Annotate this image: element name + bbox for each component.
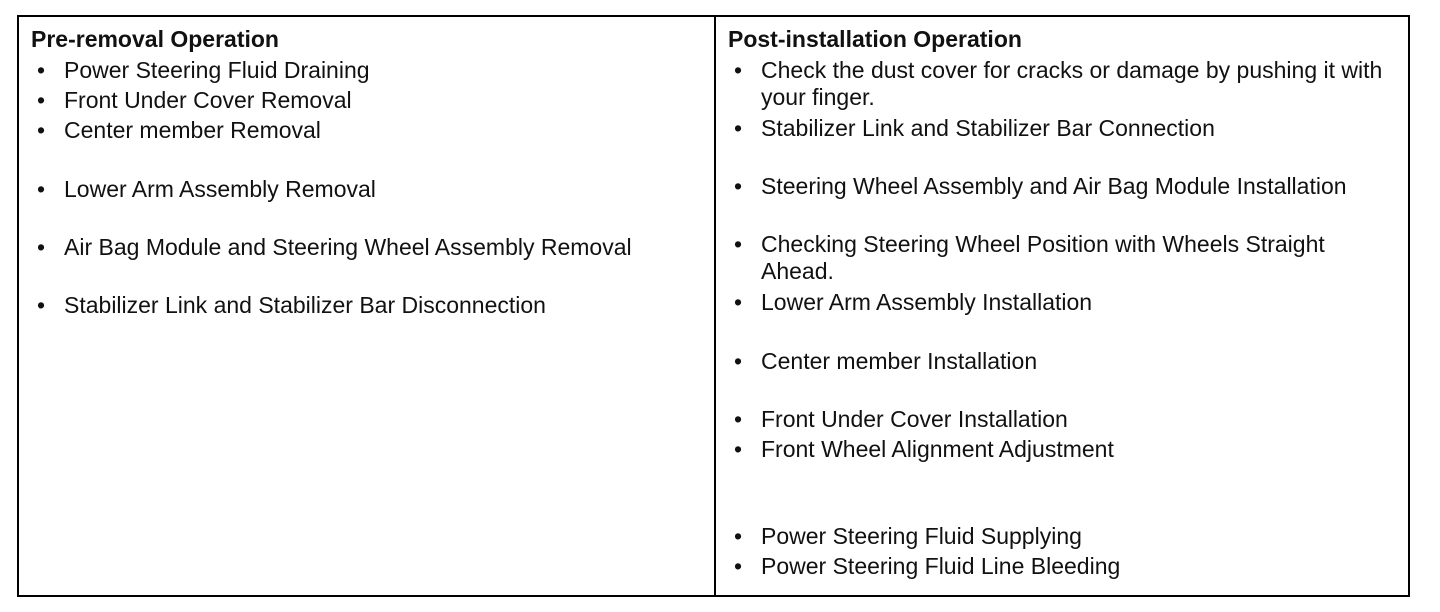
pre-removal-heading: Pre-removal Operation	[31, 26, 279, 52]
pre-removal-item	[31, 292, 546, 319]
pre-removal-item-text: Air Bag Module and Steering Wheel Assembly Removal	[64, 234, 632, 260]
post-installation-item	[728, 289, 1092, 316]
bullet-icon: •	[36, 292, 46, 318]
post-installation-item	[728, 231, 1401, 285]
bullet-icon: •	[36, 176, 46, 202]
post-installation-item	[728, 57, 1401, 111]
post-installation-item-text: Checking Steering Wheel Position with Wheels Straight Ahead.	[761, 231, 1325, 284]
operations-table	[17, 15, 1410, 597]
bullet-icon: •	[733, 553, 743, 579]
post-installation-heading: Post-installation Operation	[728, 26, 1022, 52]
bullet-icon: •	[36, 57, 46, 83]
post-installation-item	[728, 406, 1068, 433]
bullet-icon: •	[733, 173, 743, 199]
bullet-icon: •	[36, 234, 46, 260]
bullet-icon: •	[733, 115, 743, 141]
pre-removal-item-text: Power Steering Fluid Draining	[64, 57, 370, 83]
pre-removal-item-text: Lower Arm Assembly Removal	[64, 176, 376, 202]
post-installation-item-text: Front Wheel Alignment Adjustment	[761, 436, 1114, 462]
post-installation-item	[728, 115, 1215, 142]
post-installation-item-text: Lower Arm Assembly Installation	[761, 289, 1093, 315]
pre-removal-item	[31, 57, 370, 84]
pre-removal-column	[19, 17, 714, 595]
post-installation-item	[728, 553, 1120, 580]
bullet-icon: •	[733, 348, 743, 374]
pre-removal-item-text: Stabilizer Link and Stabilizer Bar Disconnection	[64, 292, 546, 318]
post-installation-item	[728, 348, 1037, 375]
post-installation-item	[728, 436, 1114, 463]
pre-removal-item	[31, 117, 321, 144]
post-installation-item-text: Stabilizer Link and Stabilizer Bar Connection	[761, 115, 1215, 141]
pre-removal-item-text: Front Under Cover Removal	[64, 87, 352, 113]
pre-removal-item	[31, 176, 376, 203]
post-installation-item-text: Steering Wheel Assembly and Air Bag Module Installation	[761, 173, 1347, 199]
pre-removal-item	[31, 234, 632, 261]
bullet-icon: •	[36, 87, 46, 113]
post-installation-item-text: Center member Installation	[761, 348, 1038, 374]
pre-removal-item-text: Center member Removal	[64, 117, 321, 143]
post-installation-item-text: Power Steering Fluid Line Bleeding	[761, 553, 1121, 579]
post-installation-item-text: Front Under Cover Installation	[761, 406, 1068, 432]
post-installation-item-text: Power Steering Fluid Supplying	[761, 523, 1082, 549]
post-installation-item	[728, 523, 1082, 550]
bullet-icon: •	[36, 117, 46, 143]
bullet-icon: •	[733, 436, 743, 462]
post-installation-item-text: Check the dust cover for cracks or damage by pushing it with your finger.	[761, 57, 1383, 110]
post-installation-item	[728, 173, 1347, 200]
post-installation-column	[716, 17, 1410, 595]
bullet-icon: •	[733, 523, 743, 549]
bullet-icon: •	[733, 231, 743, 257]
pre-removal-item	[31, 87, 352, 114]
bullet-icon: •	[733, 289, 743, 315]
bullet-icon: •	[733, 57, 743, 83]
bullet-icon: •	[733, 406, 743, 432]
